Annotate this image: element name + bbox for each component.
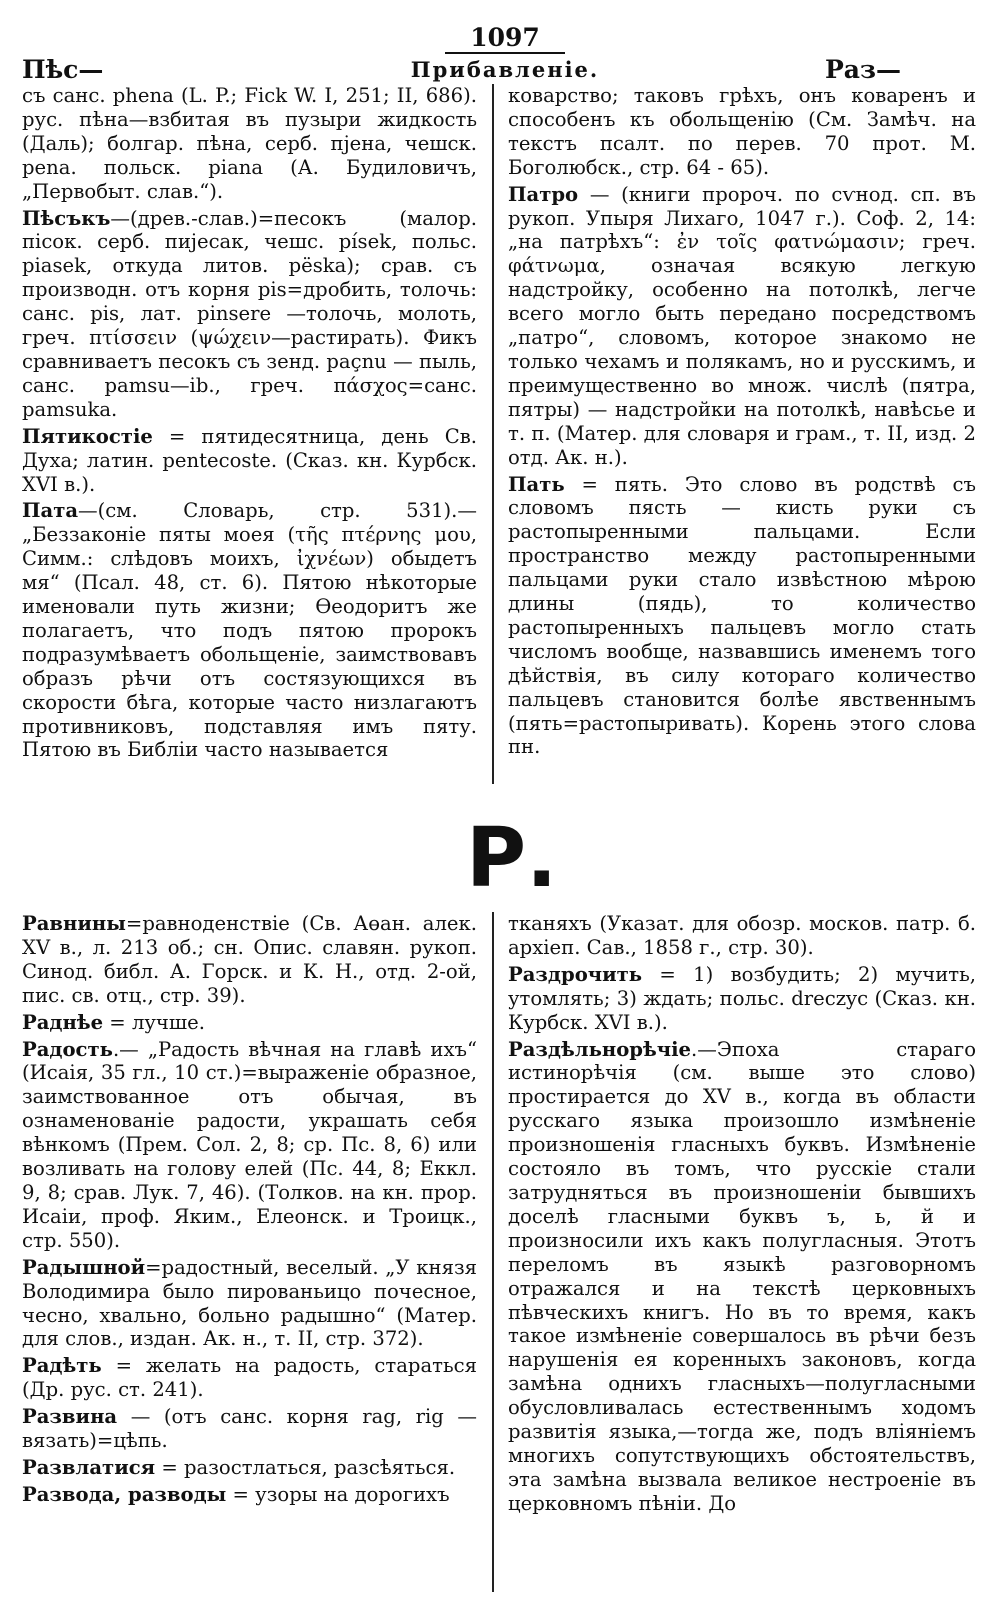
entry-headword: Раздрочить xyxy=(508,962,643,986)
entry-headword: Пѣсъкъ xyxy=(22,206,111,230)
dictionary-entry xyxy=(22,207,477,422)
page-number: 1097 xyxy=(445,24,565,54)
dictionary-entry xyxy=(22,84,477,204)
dictionary-entry xyxy=(508,473,976,760)
dictionary-entry xyxy=(22,912,477,1008)
entry-text: съ санс. phena (L. P.; Fick W. I, 251; II, 686). рус. пѣна—взбитая въ пузыри жидкость (Даль); болгар. пѣна, серб. пjена, чешск. pena. польск. piana (А. Будиловичъ, „Первобыт. слав.“). xyxy=(22,84,477,203)
dictionary-entry xyxy=(22,1483,477,1507)
entry-headword: Развина xyxy=(22,1405,118,1429)
entry-text: = пять. Это слово въ родствѣ съ словомъ пясть — кисть руки съ растопыренными пальцами. Если пространство между растопыренными пальцами руки стало извѣстною мѣрою длины (пядь), то количество растопыренныхъ пальцевъ могло стать числомъ вообще, назвавшись именемъ того дѣйствія, въ силу котораго количество пальцевъ становится болѣе явственнымъ (пять=растопыривать). Корень этого слова пн. xyxy=(508,472,976,759)
entry-headword: Пятикостіе xyxy=(22,424,153,448)
dictionary-entry xyxy=(22,1256,477,1352)
dictionary-entry xyxy=(22,1354,477,1402)
entry-headword: Радышной xyxy=(22,1255,146,1279)
running-head-title: Прибавленіе. xyxy=(410,57,600,82)
column-top-left xyxy=(22,84,477,804)
entry-text: =равноденствіе (Св. Аөан. алек. XV в., л. 213 об.; сн. Опис. славян. рукоп. Синод. библ. А. Горск. и К. Н., отд. 2-ой, пис. св. отц., стр. 39). xyxy=(22,912,477,1007)
dictionary-entry xyxy=(508,183,976,470)
entry-headword: Радѣть xyxy=(22,1354,102,1378)
entry-headword: Раздѣльнорѣчіе xyxy=(508,1037,692,1061)
entry-headword: Равнины xyxy=(22,912,126,935)
column-bottom-left xyxy=(22,912,477,1597)
dictionary-entry xyxy=(22,425,477,497)
entry-text: = лучше. xyxy=(103,1010,205,1034)
entry-text: = 1) возбудить; 2) мучить, утомлять; 3) ждать; польс. dreczyc (Сказ. кн. Курбск. XVI в.). xyxy=(508,962,976,1034)
entry-text: = желать на радость, стараться (Др. рус. ст. 241). xyxy=(22,1354,477,1402)
dictionary-entry xyxy=(22,1456,477,1480)
entry-headword: Раднѣе xyxy=(22,1010,104,1034)
entry-headword: Пать xyxy=(508,472,565,496)
running-head-left: Пѣс— xyxy=(22,55,104,84)
dictionary-entry xyxy=(508,1038,976,1516)
column-bottom-right xyxy=(508,912,976,1597)
dictionary-entry xyxy=(508,963,976,1035)
column-divider-bottom xyxy=(492,912,494,1592)
column-divider-top xyxy=(492,84,494,784)
section-letter: Р. xyxy=(466,811,558,906)
entry-text: .—Эпоха стараго истинорѣчія (см. выше это слово) простирается до XV в., когда въ области русскаго языка произошло измѣненіе произношенія гласныхъ буквъ. Измѣненіе состояло въ томъ, что русскіе стали затрудняться въ произношеніи бывшихъ доселѣ гласными буквъ ъ, ь, й и произносили ихъ какъ полугласныя. Этотъ переломъ въ языкѣ разговорномъ отражался и на текстѣ церковныхъ пѣвческихъ книгъ. Но въ то время, какъ такое измѣненіе совершалось въ рѣчи безъ нарушенія ея коренныхъ законовъ, когда замѣна однихъ гласныхъ—полугласными обусловливалась естественнымъ ходомъ развитія языка,—тогда же, подъ вліяніемъ многихъ сопутствующихъ обстоятельствъ, эта замѣна вызвала великое нестроеніе въ церковномъ пѣніи. До xyxy=(508,1037,976,1515)
entry-text: = разостлаться, разсѣяться. xyxy=(155,1455,456,1479)
entry-text: —(см. Словарь, стр. 531).—„Беззаконіе пяты моея (τῆς πτέρνης μου, Симм.: слѣдовъ моихъ, ἰχνέων) обыдетъ мя“ (Псал. 48, ст. 6). Пятою нѣкоторые именовали путь жизни; Өеодоритъ же полагаетъ, что подъ пятою пророкъ подразумѣваетъ обольщеніе, заимствовавъ образъ рѣчи отъ состязующихся въ скорости бѣга, которые часто низлагаютъ противниковъ, подставляя имъ пяту. Пятою въ Библіи часто называется xyxy=(22,499,477,762)
entry-text: коварство; таковъ грѣхъ, онъ коваренъ и способенъ къ обольщенію (См. Замѣч. на текстъ псалт. по перев. 70 прот. М. Боголюбск., стр. 64 - 65). xyxy=(508,84,976,179)
dictionary-entry xyxy=(22,1011,477,1035)
entry-headword: Пата xyxy=(22,499,79,523)
dictionary-entry xyxy=(508,912,976,960)
entry-text: — (книги пророч. по сѵнод. сп. въ рукоп. Упыря Лихаго, 1047 г.). Соф. 2, 14: „на патрѣхъ“: ἐν τοῖς φατνώμασιν; греч. φάτνωμα, означая всякую легкую надстройку, особенно на потолкѣ, легче всего могло быть передано посредствомъ „патро“, словомъ, которое знакомо не только чехамъ и полякамъ, но и русскимъ, и преимущественно во множ. числѣ (пятра, пятры) — надстройки на потолкѣ, навѣсье и т. п. (Матер. для словаря и грам., т. II, изд. 2 отд. Ак. н.). xyxy=(508,182,976,469)
entry-text: — (отъ санс. корня rag, rig —вязать)=цѣпь. xyxy=(22,1405,477,1453)
entry-text: —(древ.-слав.)=песокъ (малор. пісок. серб. пиjесак, чешс. písek, польс. piasek, откуда литов. pëska); срав. съ производн. отъ корня pis=дробить, толочь: санс. pis, лат. pinsere —толочь, молоть, греч. πτίσσειν (ψώχειν—растирать). Фикъ сравниваетъ песокъ съ зенд. paçnu — пыль, санс. pamsu—ib., греч. πάσχος=санс. pamsuka. xyxy=(22,206,477,421)
entry-headword: Развлатися xyxy=(22,1455,156,1479)
entry-text: = пятидесятница, день Св. Духа; латин. pentecoste. (Сказ. кн. Курбск. XVI в.). xyxy=(22,424,477,496)
entry-headword: Развода, разводы xyxy=(22,1482,227,1506)
dictionary-entry xyxy=(22,499,477,762)
entry-text: .— „Радость вѣчная на главѣ ихъ“ (Исаія, 35 гл., 10 ст.)=выраженіе образное, заимствованное отъ обычая, въ ознаменованіе радости, украшать себя вѣнкомъ (Прем. Сол. 2, 8; ср. Пс. 8, 6) или возливать на голову елей (Пс. 44, 8; Еккл. 9, 8; срав. Лук. 7, 46). (Толков. на кн. прор. Исаіи, проф. Яким., Елеонск. и Троицк., стр. 550). xyxy=(22,1037,477,1252)
entry-text: тканяхъ (Указат. для обозр. москов. патр. б. архіеп. Сав., 1858 г., стр. 30). xyxy=(508,912,976,959)
running-head-right: Раз— xyxy=(825,55,901,84)
dictionary-entry xyxy=(22,1038,477,1253)
dictionary-entry xyxy=(508,84,976,180)
column-top-right xyxy=(508,84,976,804)
dictionary-entry xyxy=(22,1405,477,1453)
entry-headword: Патро xyxy=(508,182,579,206)
entry-text: = узоры на дорогихъ xyxy=(226,1482,450,1506)
entry-headword: Радость xyxy=(22,1037,113,1061)
entry-text: =радостный, веселый. „У князя Володимира было пированьицо почесное, чесно, хвально, больно радышно“ (Матер. для слов., издан. Ак. н., т. II, стр. 372). xyxy=(22,1255,477,1351)
